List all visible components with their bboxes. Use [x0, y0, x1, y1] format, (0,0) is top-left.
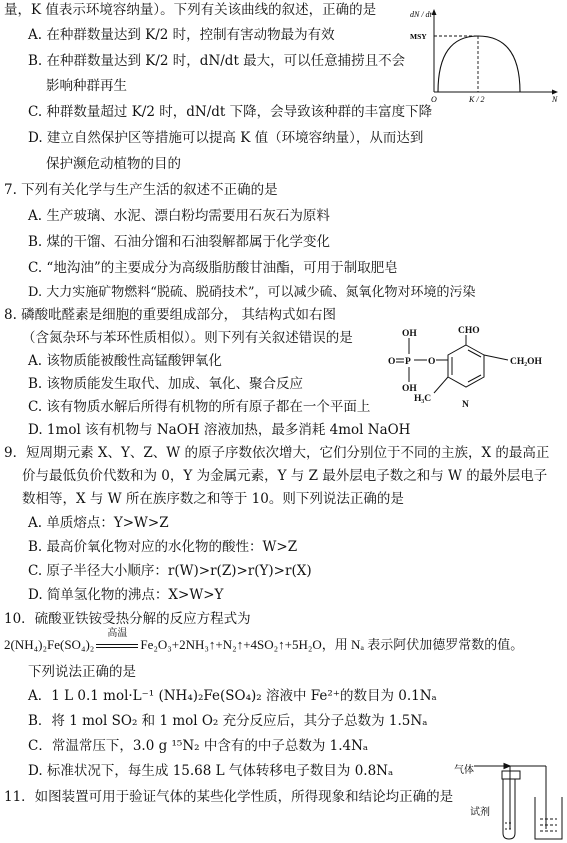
mol-oh-bottom: OH — [402, 384, 417, 394]
gas-test-apparatus — [452, 757, 565, 841]
q6-option-c: C. 种群数量超过 K/2 时，dN/dt 下降，会导致该种群的丰富度下降 — [28, 104, 433, 120]
mol-o-link: O — [428, 357, 436, 367]
population-growth-graph — [404, 4, 564, 104]
pyridoxal-phosphate-structure — [388, 323, 558, 411]
q10-option-a: A．1 L 0.1 mol·L⁻¹ (NH₄)₂Fe(SO₄)₂ 溶液中 Fe²⁺的数目为 0.1Nₐ — [28, 688, 437, 704]
q9-option-b: B. 最高价氧化物对应的水化物的酸性：W>Z — [28, 539, 298, 555]
mol-n: N — [462, 400, 469, 410]
q10-sub-stem: 下列说法正确的是 — [28, 664, 136, 680]
q10-stem: 10．硫酸亚铁铵受热分解的反应方程式为 — [4, 611, 251, 627]
q7-option-b: B. 煤的干馏、石油分馏和石油裂解都属于化学变化 — [28, 234, 331, 250]
q10-option-c: C．常温常压下，3.0 g ¹⁵N₂ 中含有的中子总数为 1.4Nₐ — [28, 738, 369, 754]
q6-option-a: A. 在种群数量达到 K/2 时，控制有害动物最为有效 — [28, 27, 335, 43]
q8-option-c: C. 该有物质水解后所得有机物的所有原子都在一个平面上 — [28, 399, 371, 415]
q10-equation-condition: 高温 — [107, 628, 128, 640]
mol-oh-top: OH — [402, 329, 417, 339]
q6-stem-tail: 量，K 值表示环境容纳量）。下列有关该曲线的叙述，正确的是 — [4, 2, 377, 18]
mol-h3c: H₃C — [414, 394, 432, 404]
q8-option-a: A. 该物质能被酸性高锰酸钾氧化 — [28, 353, 222, 369]
q6-option-b-line2: 影响种群再生 — [46, 78, 127, 94]
q9-stem-line2: 价与最低负价代数和为 0，Y 为金属元素，Y 与 Z 最外层电子数之和与 W 的最外层电子 — [22, 468, 548, 484]
q8-stem-line1: 8. 磷酸吡醛素是细胞的重要组成部分， 其结构式如右图 — [4, 307, 336, 323]
q10-equation — [4, 628, 524, 653]
q9-option-c: C. 原子半径大小顺序：r(W)>r(Z)>r(Y)>r(X) — [28, 563, 312, 579]
q7-stem: 7. 下列有关化学与生产生活的叙述不正确的是 — [4, 182, 278, 198]
q10-equation-reactant: 2(NH₄)₂Fe(SO₄)₂ — [4, 637, 95, 652]
q9-option-a: A. 单质熔点：Y>W>Z — [28, 515, 169, 531]
apparatus-gas-label: 气体 — [454, 765, 474, 776]
mol-p: P — [405, 357, 411, 367]
q8-stem-line2: （含氮杂环与苯环性质相似）。则下列有关叙述错误的是 — [22, 330, 353, 346]
q8-option-d: D. 1mol 该有机物与 NaOH 溶液加热，最多消耗 4mol NaOH — [28, 422, 411, 438]
q6-option-b-line1: B. 在种群数量达到 K/2 时，dN/dt 最大，可以任意捕捞且不会 — [28, 53, 406, 69]
q10-equation-products: Fe₂O₃+2NH₃↑+N₂↑+4SO₂↑+5H₂O，用 Nₐ 表示阿伏加德罗常数的值。 — [140, 637, 524, 652]
graph-k-half-label: K / 2 — [469, 95, 485, 104]
mol-o-double: O — [388, 357, 396, 367]
q7-option-c: C. “地沟油”的主要成分为高级脂肪酸甘油酯，可用于制取肥皂 — [28, 260, 398, 276]
q10-option-d: D. 标准状况下，每生成 15.68 L 气体转移电子数目为 0.8Nₐ — [28, 763, 394, 779]
graph-xlabel: N — [552, 95, 558, 104]
q10-equation-arrow — [94, 628, 140, 653]
q6-option-d-line1: D. 建立自然保护区等措施可以提高 K 值（环境容纳量），从而达到 — [28, 130, 424, 146]
q9-option-d: D. 简单氢化物的沸点：X>W>Y — [28, 587, 224, 603]
q9-stem-line3: 数相等，X 与 W 所在族序数之和等于 10。则下列说法正确的是 — [22, 491, 404, 507]
graph-origin-label: O — [431, 95, 437, 104]
q7-option-d: D. 大力实施矿物燃料“脱硫、脱硝技术”，可以减少硫、氮氧化物对环境的污染 — [28, 285, 476, 300]
graph-msy-label: MSY — [410, 32, 427, 41]
mol-ch2oh: CH₂OH — [510, 357, 542, 367]
q9-stem-line1: 9．短周期元素 X、Y、Z、W 的原子序数依次增大，它们分别位于不同的主族，X 的最高正 — [4, 445, 550, 461]
q6-option-d-line2: 保护濒危动植物的目的 — [46, 156, 181, 172]
q10-option-b: B．将 1 mol SO₂ 和 1 mol O₂ 充分反应后，其分子总数为 1.5Nₐ — [28, 713, 428, 729]
apparatus-reagent-label: 试剂 — [470, 807, 490, 818]
q8-option-b: B. 该物质能发生取代、加成、氧化、聚合反应 — [28, 376, 304, 392]
mol-cho: CHO — [458, 326, 480, 336]
graph-ylabel: dN / dt — [410, 10, 432, 19]
q11-stem: 11．如图装置可用于验证气体的某些化学性质，所得现象和结论均正确的是 — [4, 789, 454, 805]
q7-option-a: A. 生产玻璃、水泥、漂白粉均需要用石灰石为原料 — [28, 208, 330, 224]
